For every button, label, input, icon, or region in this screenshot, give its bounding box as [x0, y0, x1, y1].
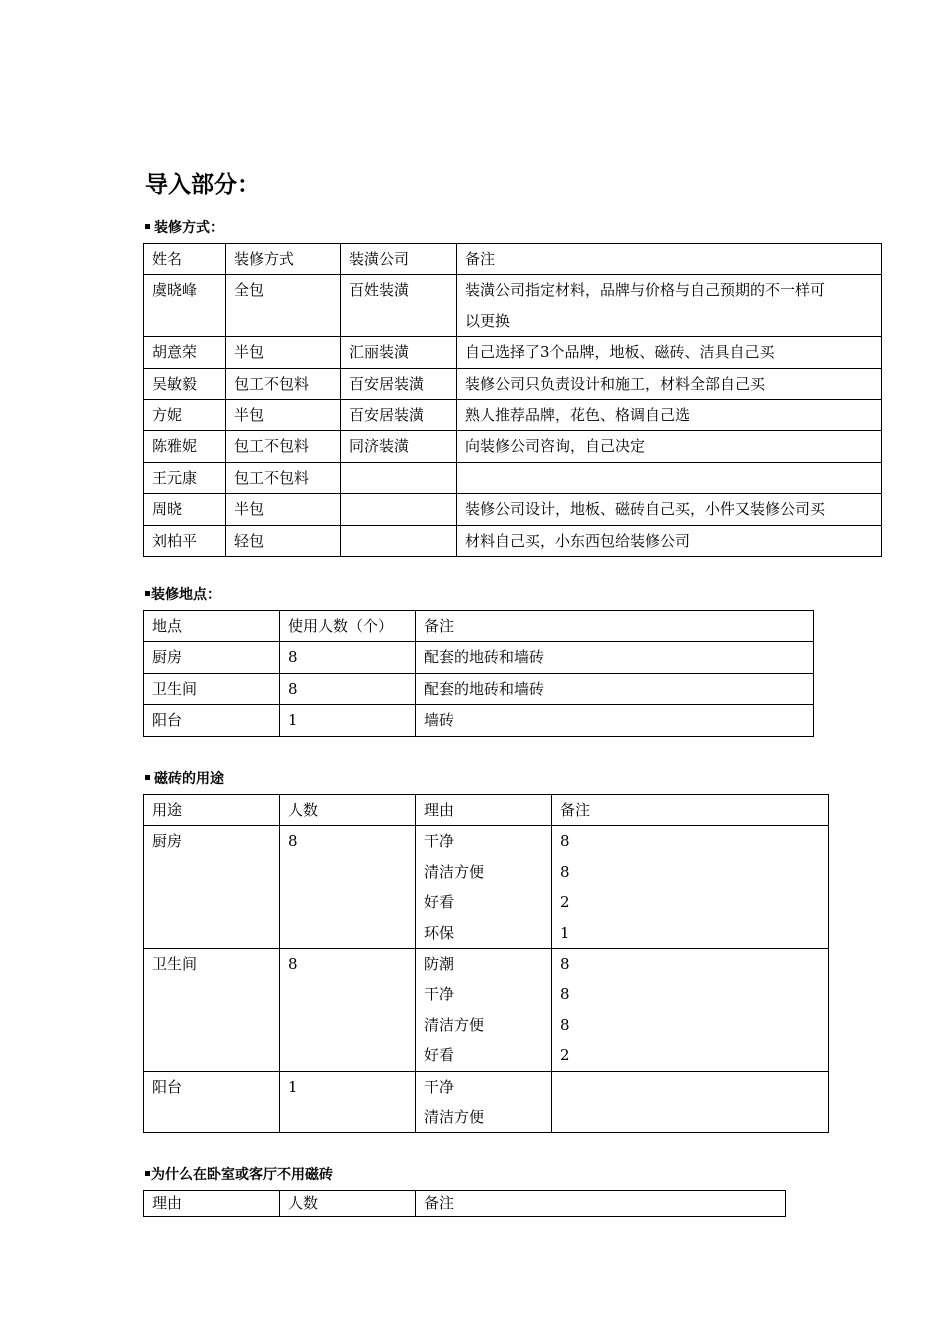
note-line: 2 [560, 893, 570, 912]
count-cell: 8 [280, 826, 416, 949]
count-cell: 1 [280, 705, 416, 736]
reason-line: 清洁方便 [424, 862, 485, 881]
note-line: 8 [560, 832, 570, 851]
table-row [144, 431, 882, 462]
method-cell: 轻包 [226, 525, 341, 556]
bullet-icon [145, 1171, 150, 1176]
table-row [144, 525, 882, 556]
note-line: 8 [560, 1015, 570, 1034]
table-row [144, 337, 882, 368]
reason-line: 好看 [424, 1046, 455, 1065]
place-cell: 厨房 [144, 642, 280, 673]
decoration-method-table [143, 243, 882, 557]
note-line: 8 [560, 985, 570, 1004]
name-cell: 方妮 [144, 400, 226, 431]
method-cell: 半包 [226, 494, 341, 525]
count-cell: 1 [280, 1071, 416, 1133]
note-cell [552, 826, 829, 949]
method-cell: 包工不包料 [226, 368, 341, 399]
table-row [144, 494, 882, 525]
why-not-tiles-table [143, 1190, 786, 1217]
name-cell: 刘柏平 [144, 525, 226, 556]
reason-line: 环保 [424, 923, 455, 942]
method-cell: 半包 [226, 337, 341, 368]
company-cell: 百姓装潢 [341, 275, 457, 337]
tile-usage-table [143, 794, 829, 1133]
name-cell: 胡意荣 [144, 337, 226, 368]
note-cell: 自己选择了3个品牌，地板、磁砖、洁具自己买 [457, 337, 882, 368]
method-cell: 全包 [226, 275, 341, 337]
section-heading-why-not-tiles [145, 1164, 333, 1184]
header-cell: 备注 [416, 611, 814, 642]
section-heading-label: 为什么在卧室或客厅不用磁砖 [151, 1167, 333, 1183]
header-cell: 备注 [416, 1191, 786, 1217]
location-table [143, 610, 814, 737]
header-cell: 姓名 [144, 244, 226, 275]
note-cell [457, 462, 882, 493]
table-row [144, 642, 814, 673]
header-cell: 人数 [280, 1191, 416, 1217]
place-cell: 阳台 [144, 705, 280, 736]
table-row [144, 948, 829, 1071]
table-header-row [144, 244, 882, 275]
section-heading-decoration-method [145, 217, 224, 237]
table-row [144, 400, 882, 431]
note-cell: 材料自己买，小东西包给装修公司 [457, 525, 882, 556]
reason-cell [416, 1071, 552, 1133]
bullet-icon [145, 775, 150, 780]
table-row [144, 673, 814, 704]
page-title: 导入部分： [145, 172, 260, 198]
header-cell: 使用人数（个） [280, 611, 416, 642]
header-cell: 装修方式 [226, 244, 341, 275]
note-cell: 装修公司设计，地板、磁砖自己买，小件又装修公司买 [457, 494, 882, 525]
reason-line: 干净 [424, 832, 455, 851]
header-cell: 备注 [457, 244, 882, 275]
use-cell: 阳台 [144, 1071, 280, 1133]
note-line: 2 [560, 1046, 570, 1065]
place-cell: 卫生间 [144, 673, 280, 704]
note-cell: 装修公司只负责设计和施工，材料全部自己买 [457, 368, 882, 399]
name-cell: 陈雅妮 [144, 431, 226, 462]
company-cell: 同济装潢 [341, 431, 457, 462]
company-cell [341, 494, 457, 525]
reason-cell [416, 826, 552, 949]
note-cell: 配套的地砖和墙砖 [416, 673, 814, 704]
table-row [144, 462, 882, 493]
table-header-row [144, 795, 829, 826]
use-cell: 卫生间 [144, 948, 280, 1071]
table-row [144, 1071, 829, 1133]
reason-line: 防潮 [424, 954, 455, 973]
table-row [144, 368, 882, 399]
method-cell: 包工不包料 [226, 462, 341, 493]
count-cell: 8 [280, 642, 416, 673]
table-row [144, 826, 829, 949]
reason-line: 好看 [424, 893, 455, 912]
reason-line: 清洁方便 [424, 1107, 485, 1126]
header-cell: 地点 [144, 611, 280, 642]
note-line: 以更换 [465, 311, 511, 330]
company-cell [341, 525, 457, 556]
header-cell: 理由 [416, 795, 552, 826]
section-heading-label: 磁砖的用途 [154, 771, 224, 787]
method-cell: 半包 [226, 400, 341, 431]
name-cell: 吴敏毅 [144, 368, 226, 399]
header-cell: 用途 [144, 795, 280, 826]
count-cell: 8 [280, 673, 416, 704]
company-cell: 百安居装潢 [341, 368, 457, 399]
name-cell: 周晓 [144, 494, 226, 525]
header-cell: 备注 [552, 795, 829, 826]
note-cell: 墙砖 [416, 705, 814, 736]
name-cell: 王元康 [144, 462, 226, 493]
table-row [144, 705, 814, 736]
note-cell [457, 275, 882, 337]
table-header-row [144, 1191, 786, 1217]
use-cell: 厨房 [144, 826, 280, 949]
note-cell: 向装修公司咨询，自己决定 [457, 431, 882, 462]
name-cell: 虞晓峰 [144, 275, 226, 337]
note-cell [552, 948, 829, 1071]
note-line: 8 [560, 862, 570, 881]
note-line: 装潢公司指定材料，品牌与价格与自己预期的不一样可 [465, 281, 826, 300]
note-cell: 熟人推荐品牌，花色、格调自己选 [457, 400, 882, 431]
table-header-row [144, 611, 814, 642]
header-cell: 理由 [144, 1191, 280, 1217]
company-cell: 百安居装潢 [341, 400, 457, 431]
bullet-icon [145, 591, 150, 596]
header-cell: 人数 [280, 795, 416, 826]
method-cell: 包工不包料 [226, 431, 341, 462]
note-line: 8 [560, 954, 570, 973]
company-cell [341, 462, 457, 493]
company-cell: 汇丽装潢 [341, 337, 457, 368]
header-cell: 装潢公司 [341, 244, 457, 275]
reason-line: 干净 [424, 985, 455, 1004]
note-line: 1 [560, 923, 570, 942]
section-heading-tile-usage [145, 768, 224, 788]
section-heading-label: 装修方式： [154, 220, 224, 236]
note-cell [552, 1071, 829, 1133]
reason-line: 干净 [424, 1077, 455, 1096]
bullet-icon [145, 224, 150, 229]
reason-cell [416, 948, 552, 1071]
table-row [144, 275, 882, 337]
section-heading-location [145, 584, 221, 604]
count-cell: 8 [280, 948, 416, 1071]
section-heading-label: 装修地点： [151, 587, 221, 603]
reason-line: 清洁方便 [424, 1015, 485, 1034]
note-cell: 配套的地砖和墙砖 [416, 642, 814, 673]
